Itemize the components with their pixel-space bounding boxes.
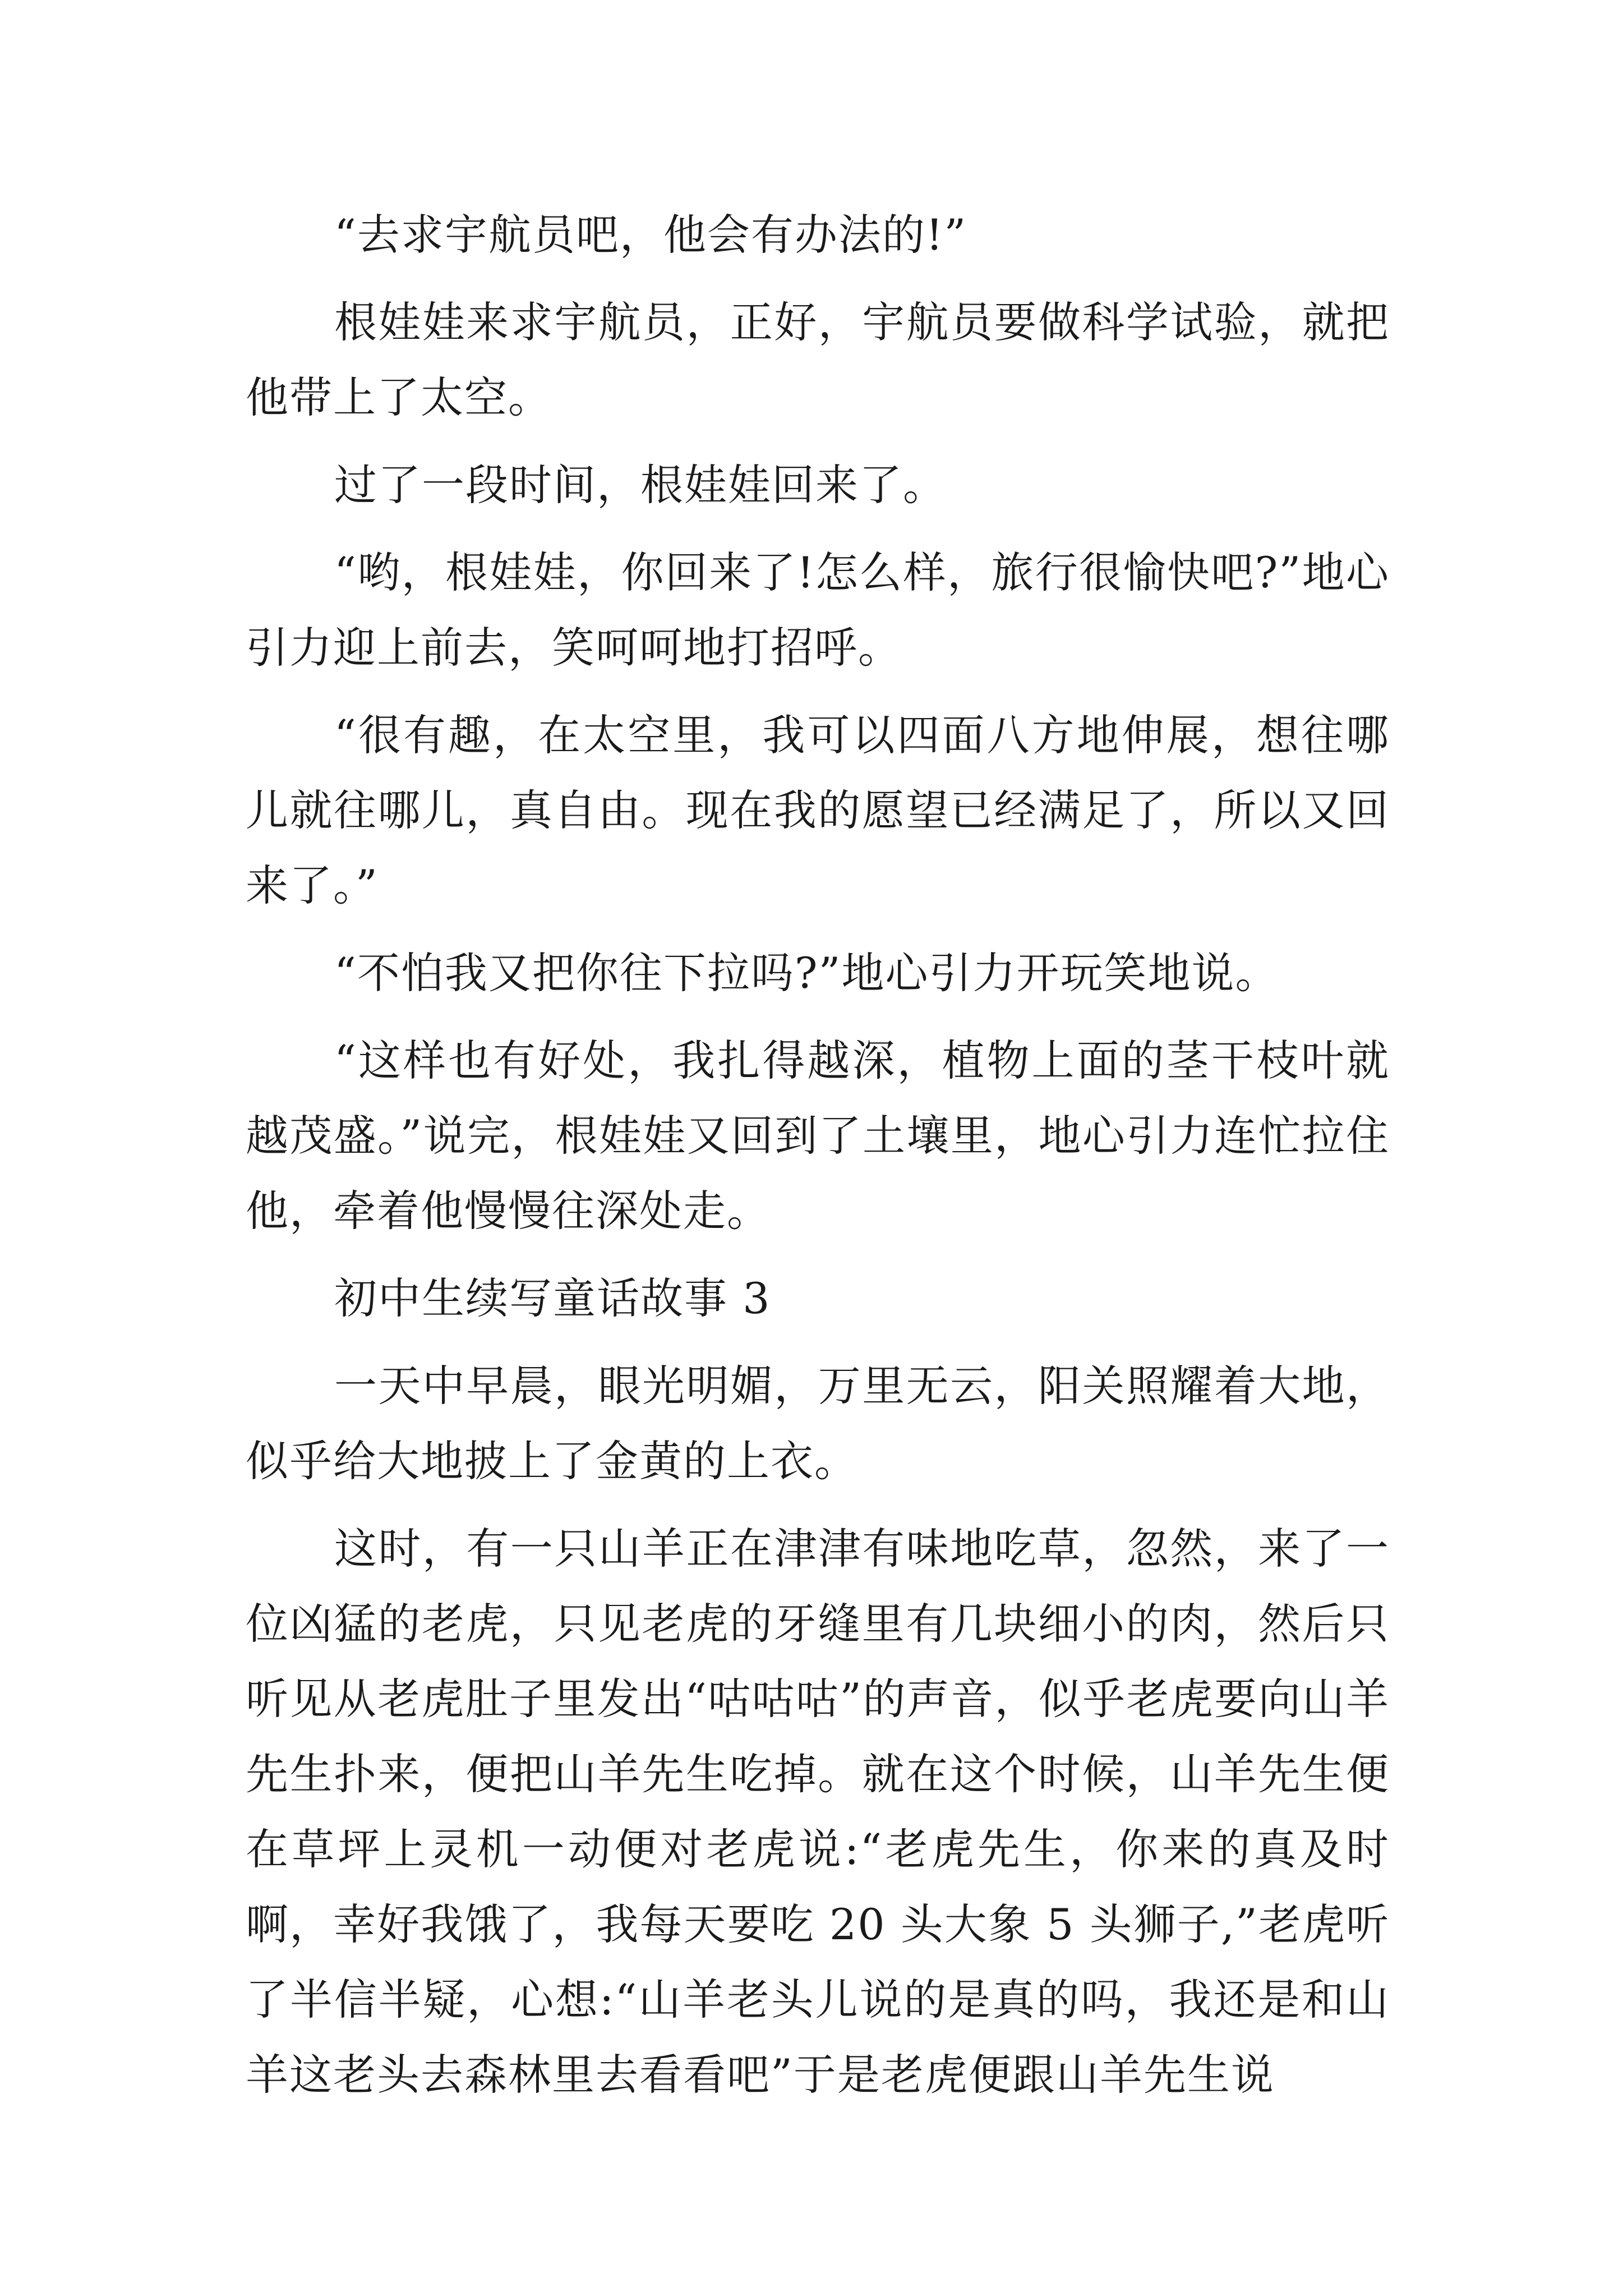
paragraph-7: “这样也有好处，我扎得越深，植物上面的茎干枝叶就越茂盛。”说完，根娃娃又回到了土壤里，地心引力连忙拉住他，牵着他慢慢往深处走。 bbox=[246, 1036, 1390, 1236]
paragraph-6: “不怕我又把你往下拉吗?”地心引力开玩笑地说。 bbox=[334, 948, 1279, 998]
paragraph-3: 过了一段时间，根娃娃回来了。 bbox=[334, 460, 947, 510]
text-column bbox=[246, 197, 1390, 2125]
paragraph-1: “去求宇航员吧，他会有办法的!” bbox=[334, 210, 967, 260]
paragraph-8: 一天中早晨，眼光明媚，万里无云，阳关照耀着大地，似乎给大地披上了金黄的上衣。 bbox=[246, 1361, 1390, 1486]
paragraph-4: “哟，根娃娃，你回来了!怎么样，旅行很愉快吧?”地心引力迎上前去，笑呵呵地打招呼。 bbox=[246, 547, 1390, 673]
paragraph-9: 这时，有一只山羊正在津津有味地吃草，忽然，来了一位凶猛的老虎，只见老虎的牙缝里有几块细小的肉，然后只听见从老虎肚子里发出“咕咕咕”的声音，似乎老虎要向山羊先生扑来，便把山羊先生吃掉。就在这个时候，山羊先生便在草坪上灵机一动便对老虎说:“老虎先生，你来的真及时啊，幸好我饿了，我每天要吃 20 头大象 5 头狮子,”老虎听了半信半疑，心想:“山羊老头儿说的是真的吗，我还是和山羊这老头去森林里去看看吧”于是老虎便跟山羊先生说 bbox=[246, 1524, 1390, 2100]
paragraph-2: 根娃娃来求宇航员，正好，宇航员要做科学试验，就把他带上了太空。 bbox=[246, 297, 1390, 422]
paragraph-5: “很有趣，在太空里，我可以四面八方地伸展，想往哪儿就往哪儿，真自由。现在我的愿望已经满足了，所以又回来了。” bbox=[246, 710, 1390, 910]
section-heading: 初中生续写童话故事 3 bbox=[334, 1273, 771, 1323]
